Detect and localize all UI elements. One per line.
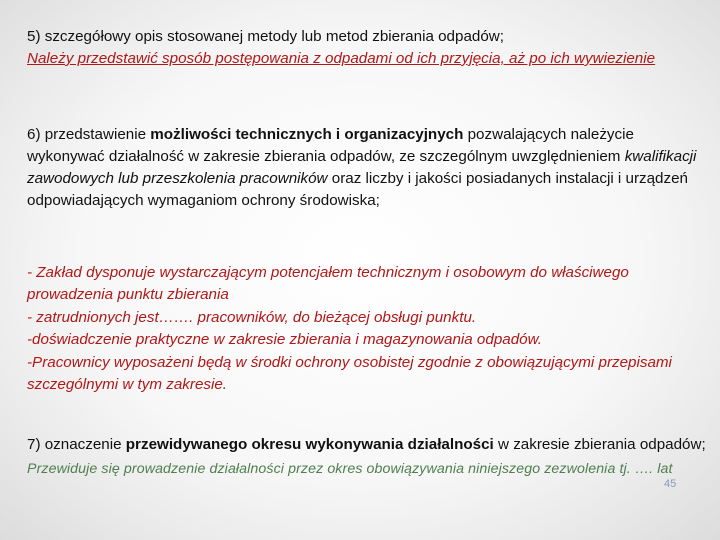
item-6-text [27,124,711,212]
item-7-prefix: 7) oznaczenie [27,436,126,453]
item-5-heading: 5) szczegółowy opis stosowanej metody lub metod zbierania odpadów; [27,28,504,45]
item-6 [27,124,711,212]
item-5 [27,26,711,70]
item-7-bold: przewidywanego okresu wykonywania działalności [125,436,494,453]
item-6-prefix: 6) przedstawienie [27,126,151,143]
page-number: 45 [664,478,677,490]
answer-line: -Pracownicy wyposażeni będą w środki ochrony osobistej zgodnie z obowiązującymi przepisami szczególnymi w tym zakresie. [27,353,672,394]
item-6-suffix: oraz liczby i jakości posiadanych instalacji i urządzeń odpowiadających wymaganiom ochrony środowiska; [27,170,688,209]
answer-line: -doświadczenie praktyczne w zakresie zbierania i magazynowania odpadów. [27,331,542,349]
answer-line: - zatrudnionych jest……. pracowników, do bieżącej obsługi punktu. [27,308,477,326]
answer-line: - Zakład dysponuje wystarczającym potencjałem technicznym i osobowym do właściwego prowadzenia punktu zbierania [27,264,629,304]
item-6-answers [27,262,711,396]
item-7-suffix: w zakresie zbierania odpadów; [493,436,706,453]
item-6-middle: pozwalających należycie wykonywać działalność w zakresie zbierania odpadów, ze szczególnym uwzględnieniem [27,126,634,165]
item-6-italic: kwalifikacji zawodowych lub przeszkolenia pracowników [27,148,697,187]
item-7 [27,434,711,480]
item-7-text [27,434,711,456]
item-5-answer: Należy przedstawić sposób postępowania z odpadami od ich przyjęcia, aż po ich wywiezienie [27,50,656,67]
item-6-bold: możliwości technicznych i organizacyjnych [150,126,464,143]
item-7-answer: Przewiduje się prowadzenie działalności przez okres obowiązywania niniejszego zezwolenia tj. …. lat [27,461,673,477]
